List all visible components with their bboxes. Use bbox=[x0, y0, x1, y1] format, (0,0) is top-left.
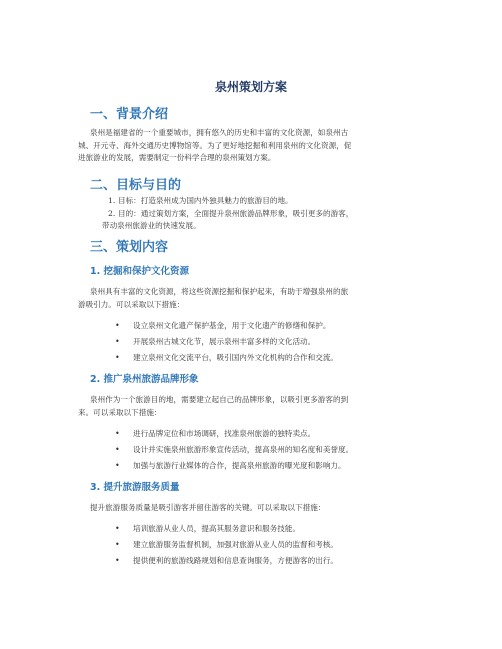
paragraph-line: 游吸引力。可以采取以下措施： bbox=[78, 299, 185, 309]
subsection-3-bullets bbox=[115, 521, 415, 569]
paragraph-line: 泉州是福建省的一个重要城市，拥有悠久的历史和丰富的文化资源，如泉州古 bbox=[90, 128, 349, 137]
bullet-text: 建立旅游服务监督机制，加强对旅游从业人员的监督和考核。 bbox=[133, 540, 339, 549]
subsection-1-bullets bbox=[115, 318, 415, 366]
section-heading-content: 三、策划内容 bbox=[90, 240, 169, 255]
bullet-item bbox=[115, 553, 415, 569]
bullet-item bbox=[115, 458, 415, 474]
paragraph-line: 城、开元寺、海外交通历史博物馆等。为了更好地挖掘和利用泉州的文化资源，促 bbox=[78, 140, 352, 150]
bullet-item bbox=[115, 426, 415, 442]
list-item bbox=[90, 195, 412, 208]
bullet-icon: • bbox=[115, 337, 120, 346]
list-item-text: 目标：打造泉州成为国内外独具魅力的旅游目的地。 bbox=[118, 196, 293, 205]
subsection-heading-1: 1. 挖掘和保护文化资源 bbox=[90, 266, 190, 277]
bullet-item bbox=[115, 350, 415, 366]
section-heading-goals: 二、目标与目的 bbox=[90, 178, 182, 193]
bullet-item bbox=[115, 318, 415, 334]
bullet-text: 进行品牌定位和市场调研，找准泉州旅游的独特卖点。 bbox=[133, 429, 316, 438]
bullet-text: 开展泉州古城文化节，展示泉州丰富多样的文化活动。 bbox=[133, 337, 316, 346]
bullet-item bbox=[115, 537, 415, 553]
background-paragraph bbox=[78, 127, 412, 165]
subsection-2-bullets bbox=[115, 426, 415, 474]
bullet-text: 培训旅游从业人员，提高其服务意识和服务技能。 bbox=[133, 524, 301, 533]
bullet-icon: • bbox=[115, 353, 120, 362]
subsection-1-paragraph bbox=[78, 286, 412, 311]
subsection-heading-2: 2. 推广泉州旅游品牌形象 bbox=[90, 374, 199, 385]
list-item bbox=[90, 208, 412, 233]
bullet-icon: • bbox=[115, 429, 120, 438]
list-number: 1. bbox=[108, 196, 116, 205]
bullet-item bbox=[115, 442, 415, 458]
bullet-icon: • bbox=[115, 445, 120, 454]
bullet-item bbox=[115, 521, 415, 537]
subsection-2-paragraph bbox=[78, 394, 412, 419]
bullet-icon: • bbox=[115, 540, 120, 549]
paragraph-line: 进旅游业的发展，需要制定一份科学合理的泉州策划方案。 bbox=[78, 153, 276, 162]
bullet-icon: • bbox=[115, 461, 120, 470]
subsection-heading-3: 3. 提升旅游服务质量 bbox=[90, 482, 180, 493]
bullet-text: 建立泉州文化交流平台，吸引国内外文化机构的合作和交流。 bbox=[133, 353, 339, 362]
bullet-item bbox=[115, 334, 415, 350]
bullet-text: 加强与旅游行业媒体的合作，提高泉州旅游的曝光度和影响力。 bbox=[133, 461, 346, 470]
paragraph-line: 泉州作为一个旅游目的地，需要建立起自己的品牌形象，以吸引更多游客的到 bbox=[90, 395, 349, 404]
document-title: 泉州策划方案 bbox=[214, 80, 287, 94]
bullet-icon: • bbox=[115, 556, 120, 565]
paragraph-line: 泉州具有丰富的文化资源，将这些资源挖掘和保护起来，有助于增强泉州的旅 bbox=[90, 287, 349, 296]
bullet-icon: • bbox=[115, 524, 120, 533]
list-item-text: 目的：通过策划方案，全面提升泉州旅游品牌形象，吸引更多的游客， bbox=[118, 208, 354, 218]
bullet-icon: • bbox=[115, 321, 120, 330]
paragraph-line: 提升旅游服务质量是吸引游客并留住游客的关键。可以采取以下措施： bbox=[90, 503, 326, 512]
bullet-text: 提供便利的旅游线路规划和信息查询服务，方便游客的出行。 bbox=[133, 556, 339, 565]
list-number: 2. bbox=[108, 208, 116, 218]
paragraph-line: 来。可以采取以下措施： bbox=[78, 407, 162, 417]
list-item-text-continued: 带动泉州旅游业的快速发展。 bbox=[102, 221, 201, 230]
subsection-3-paragraph bbox=[90, 502, 412, 515]
bullet-text: 设计并实施泉州旅游形象宣传活动，提高泉州的知名度和美誉度。 bbox=[133, 445, 354, 454]
goals-list bbox=[90, 195, 412, 233]
section-heading-background: 一、背景介绍 bbox=[90, 107, 169, 122]
bullet-text: 设立泉州文化遗产保护基金，用于文化遗产的修缮和保护。 bbox=[133, 321, 331, 330]
